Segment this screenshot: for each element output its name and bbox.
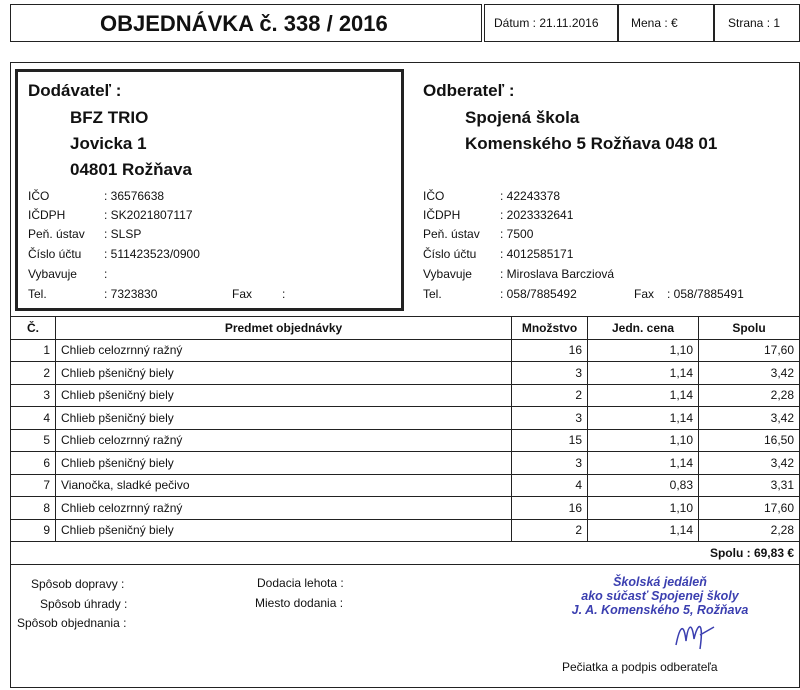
buyer-handler-label: Vybavuje xyxy=(423,267,472,281)
row-unit-price: 1,14 xyxy=(588,384,699,407)
buyer-icdph-value: : 2023332641 xyxy=(500,208,574,222)
stamp-line: ako súčasť Spojenej školy xyxy=(581,589,739,603)
row-item: Chlieb pšeničný biely xyxy=(56,384,512,407)
buyer-fax-label: Fax xyxy=(634,287,655,301)
row-unit-price: 0,83 xyxy=(588,474,699,497)
row-item: Vianočka, sladké pečivo xyxy=(56,474,512,497)
col-quantity: Množstvo xyxy=(512,317,588,340)
table-header-row xyxy=(11,317,800,340)
buyer-ico-value: : 42243378 xyxy=(500,189,561,203)
supplier-heading: Dodávateľ : xyxy=(28,81,122,100)
buyer-bank-label: Peň. ústav xyxy=(423,227,480,241)
row-item: Chlieb pšeničný biely xyxy=(56,452,512,475)
row-quantity: 15 xyxy=(512,429,588,452)
supplier-fax-label: Fax xyxy=(232,287,253,301)
stamp-line: Školská jedáleň xyxy=(613,575,707,589)
row-number: 6 xyxy=(11,452,56,475)
row-number: 9 xyxy=(11,519,56,542)
row-number: 4 xyxy=(11,407,56,430)
row-quantity: 16 xyxy=(512,339,588,362)
order-date: Dátum : 21.11.2016 xyxy=(494,16,599,30)
supplier-account-label: Číslo účtu xyxy=(28,247,82,261)
col-item: Predmet objednávky xyxy=(56,317,512,340)
buyer-account-label: Číslo účtu xyxy=(423,247,477,261)
items-table xyxy=(10,316,800,565)
sum-row xyxy=(11,542,800,565)
supplier-handler-value: : xyxy=(104,267,108,281)
order-total: Spolu : 69,83 € xyxy=(11,542,800,565)
row-number: 3 xyxy=(11,384,56,407)
signature-caption: Pečiatka a podpis odberateľa xyxy=(562,660,718,674)
table-row xyxy=(11,429,800,452)
buyer-tel-value: : 058/7885492 xyxy=(500,287,577,301)
row-item: Chlieb celozrnný ražný xyxy=(56,497,512,520)
payment-label: Spôsob úhrady : xyxy=(40,597,128,611)
row-number: 2 xyxy=(11,362,56,385)
row-number: 5 xyxy=(11,429,56,452)
buyer-ico-label: IČO xyxy=(423,189,445,203)
currency: Mena : € xyxy=(631,16,678,30)
row-quantity: 3 xyxy=(512,407,588,430)
supplier-account-value: : 511423523/0900 xyxy=(104,247,200,261)
supplier-ico-label: IČO xyxy=(28,189,50,203)
table-row xyxy=(11,362,800,385)
stamp-line: J. A. Komenského 5, Rožňava xyxy=(571,603,749,617)
row-total: 3,42 xyxy=(699,452,800,475)
row-total: 2,28 xyxy=(699,384,800,407)
buyer-bank-value: : 7500 xyxy=(500,227,534,241)
page-number: Strana : 1 xyxy=(728,16,781,30)
col-unit-price: Jedn. cena xyxy=(588,317,699,340)
row-unit-price: 1,10 xyxy=(588,429,699,452)
row-quantity: 2 xyxy=(512,519,588,542)
row-total: 3,42 xyxy=(699,362,800,385)
page-title: OBJEDNÁVKA č. 338 / 2016 xyxy=(100,11,388,36)
buyer-heading: Odberateľ : xyxy=(423,81,515,100)
buyer-handler-value: : Miroslava Barcziová xyxy=(500,267,615,281)
row-total: 3,31 xyxy=(699,474,800,497)
row-quantity: 4 xyxy=(512,474,588,497)
row-item: Chlieb pšeničný biely xyxy=(56,362,512,385)
row-item: Chlieb celozrnný ražný xyxy=(56,429,512,452)
ordering-label: Spôsob objednania : xyxy=(17,616,127,630)
table-row xyxy=(11,474,800,497)
row-number: 1 xyxy=(11,339,56,362)
delivery-place-label: Miesto dodania : xyxy=(255,596,344,610)
supplier-ico-value: : 36576638 xyxy=(104,189,165,203)
supplier-icdph-label: IČDPH xyxy=(28,208,66,222)
col-total: Spolu xyxy=(699,317,800,340)
supplier-tel-label: Tel. xyxy=(28,287,47,301)
supplier-icdph-value: : SK2021807117 xyxy=(104,208,193,222)
row-unit-price: 1,10 xyxy=(588,339,699,362)
stamp xyxy=(545,575,775,617)
row-quantity: 3 xyxy=(512,452,588,475)
row-unit-price: 1,10 xyxy=(588,497,699,520)
row-unit-price: 1,14 xyxy=(588,519,699,542)
row-total: 16,50 xyxy=(699,429,800,452)
buyer-address: Komenského 5 Rožňava 048 01 xyxy=(465,134,718,153)
transport-label: Spôsob dopravy : xyxy=(31,577,125,591)
buyer-fax-value: : 058/7885491 xyxy=(667,287,744,301)
row-total: 2,28 xyxy=(699,519,800,542)
supplier-handler-label: Vybavuje xyxy=(28,267,77,281)
row-total: 3,42 xyxy=(699,407,800,430)
supplier-street: Jovicka 1 xyxy=(70,134,147,153)
supplier-tel-value: : 7323830 xyxy=(104,287,158,301)
row-item: Chlieb celozrnný ražný xyxy=(56,339,512,362)
table-row xyxy=(11,407,800,430)
supplier-fax-value: : xyxy=(282,287,286,301)
row-item: Chlieb pšeničný biely xyxy=(56,519,512,542)
row-total: 17,60 xyxy=(699,497,800,520)
delivery-term-label: Dodacia lehota : xyxy=(257,576,344,590)
row-number: 8 xyxy=(11,497,56,520)
row-item: Chlieb pšeničný biely xyxy=(56,407,512,430)
supplier-name: BFZ TRIO xyxy=(70,108,149,127)
row-unit-price: 1,14 xyxy=(588,407,699,430)
buyer-icdph-label: IČDPH xyxy=(423,208,461,222)
buyer-name: Spojená škola xyxy=(465,108,580,127)
table-row xyxy=(11,452,800,475)
row-quantity: 2 xyxy=(512,384,588,407)
row-unit-price: 1,14 xyxy=(588,362,699,385)
supplier-city: 04801 Rožňava xyxy=(70,160,192,179)
row-unit-price: 1,14 xyxy=(588,452,699,475)
supplier-bank-value: : SLSP xyxy=(104,227,142,241)
buyer-tel-label: Tel. xyxy=(423,287,442,301)
row-total: 17,60 xyxy=(699,339,800,362)
table-row xyxy=(11,339,800,362)
table-row xyxy=(11,384,800,407)
signature-scribble xyxy=(670,615,720,653)
supplier-bank-label: Peň. ústav xyxy=(28,227,85,241)
table-row xyxy=(11,519,800,542)
buyer-account-value: : 4012585171 xyxy=(500,247,574,261)
col-number: Č. xyxy=(11,317,56,340)
row-quantity: 3 xyxy=(512,362,588,385)
row-quantity: 16 xyxy=(512,497,588,520)
row-number: 7 xyxy=(11,474,56,497)
table-row xyxy=(11,497,800,520)
